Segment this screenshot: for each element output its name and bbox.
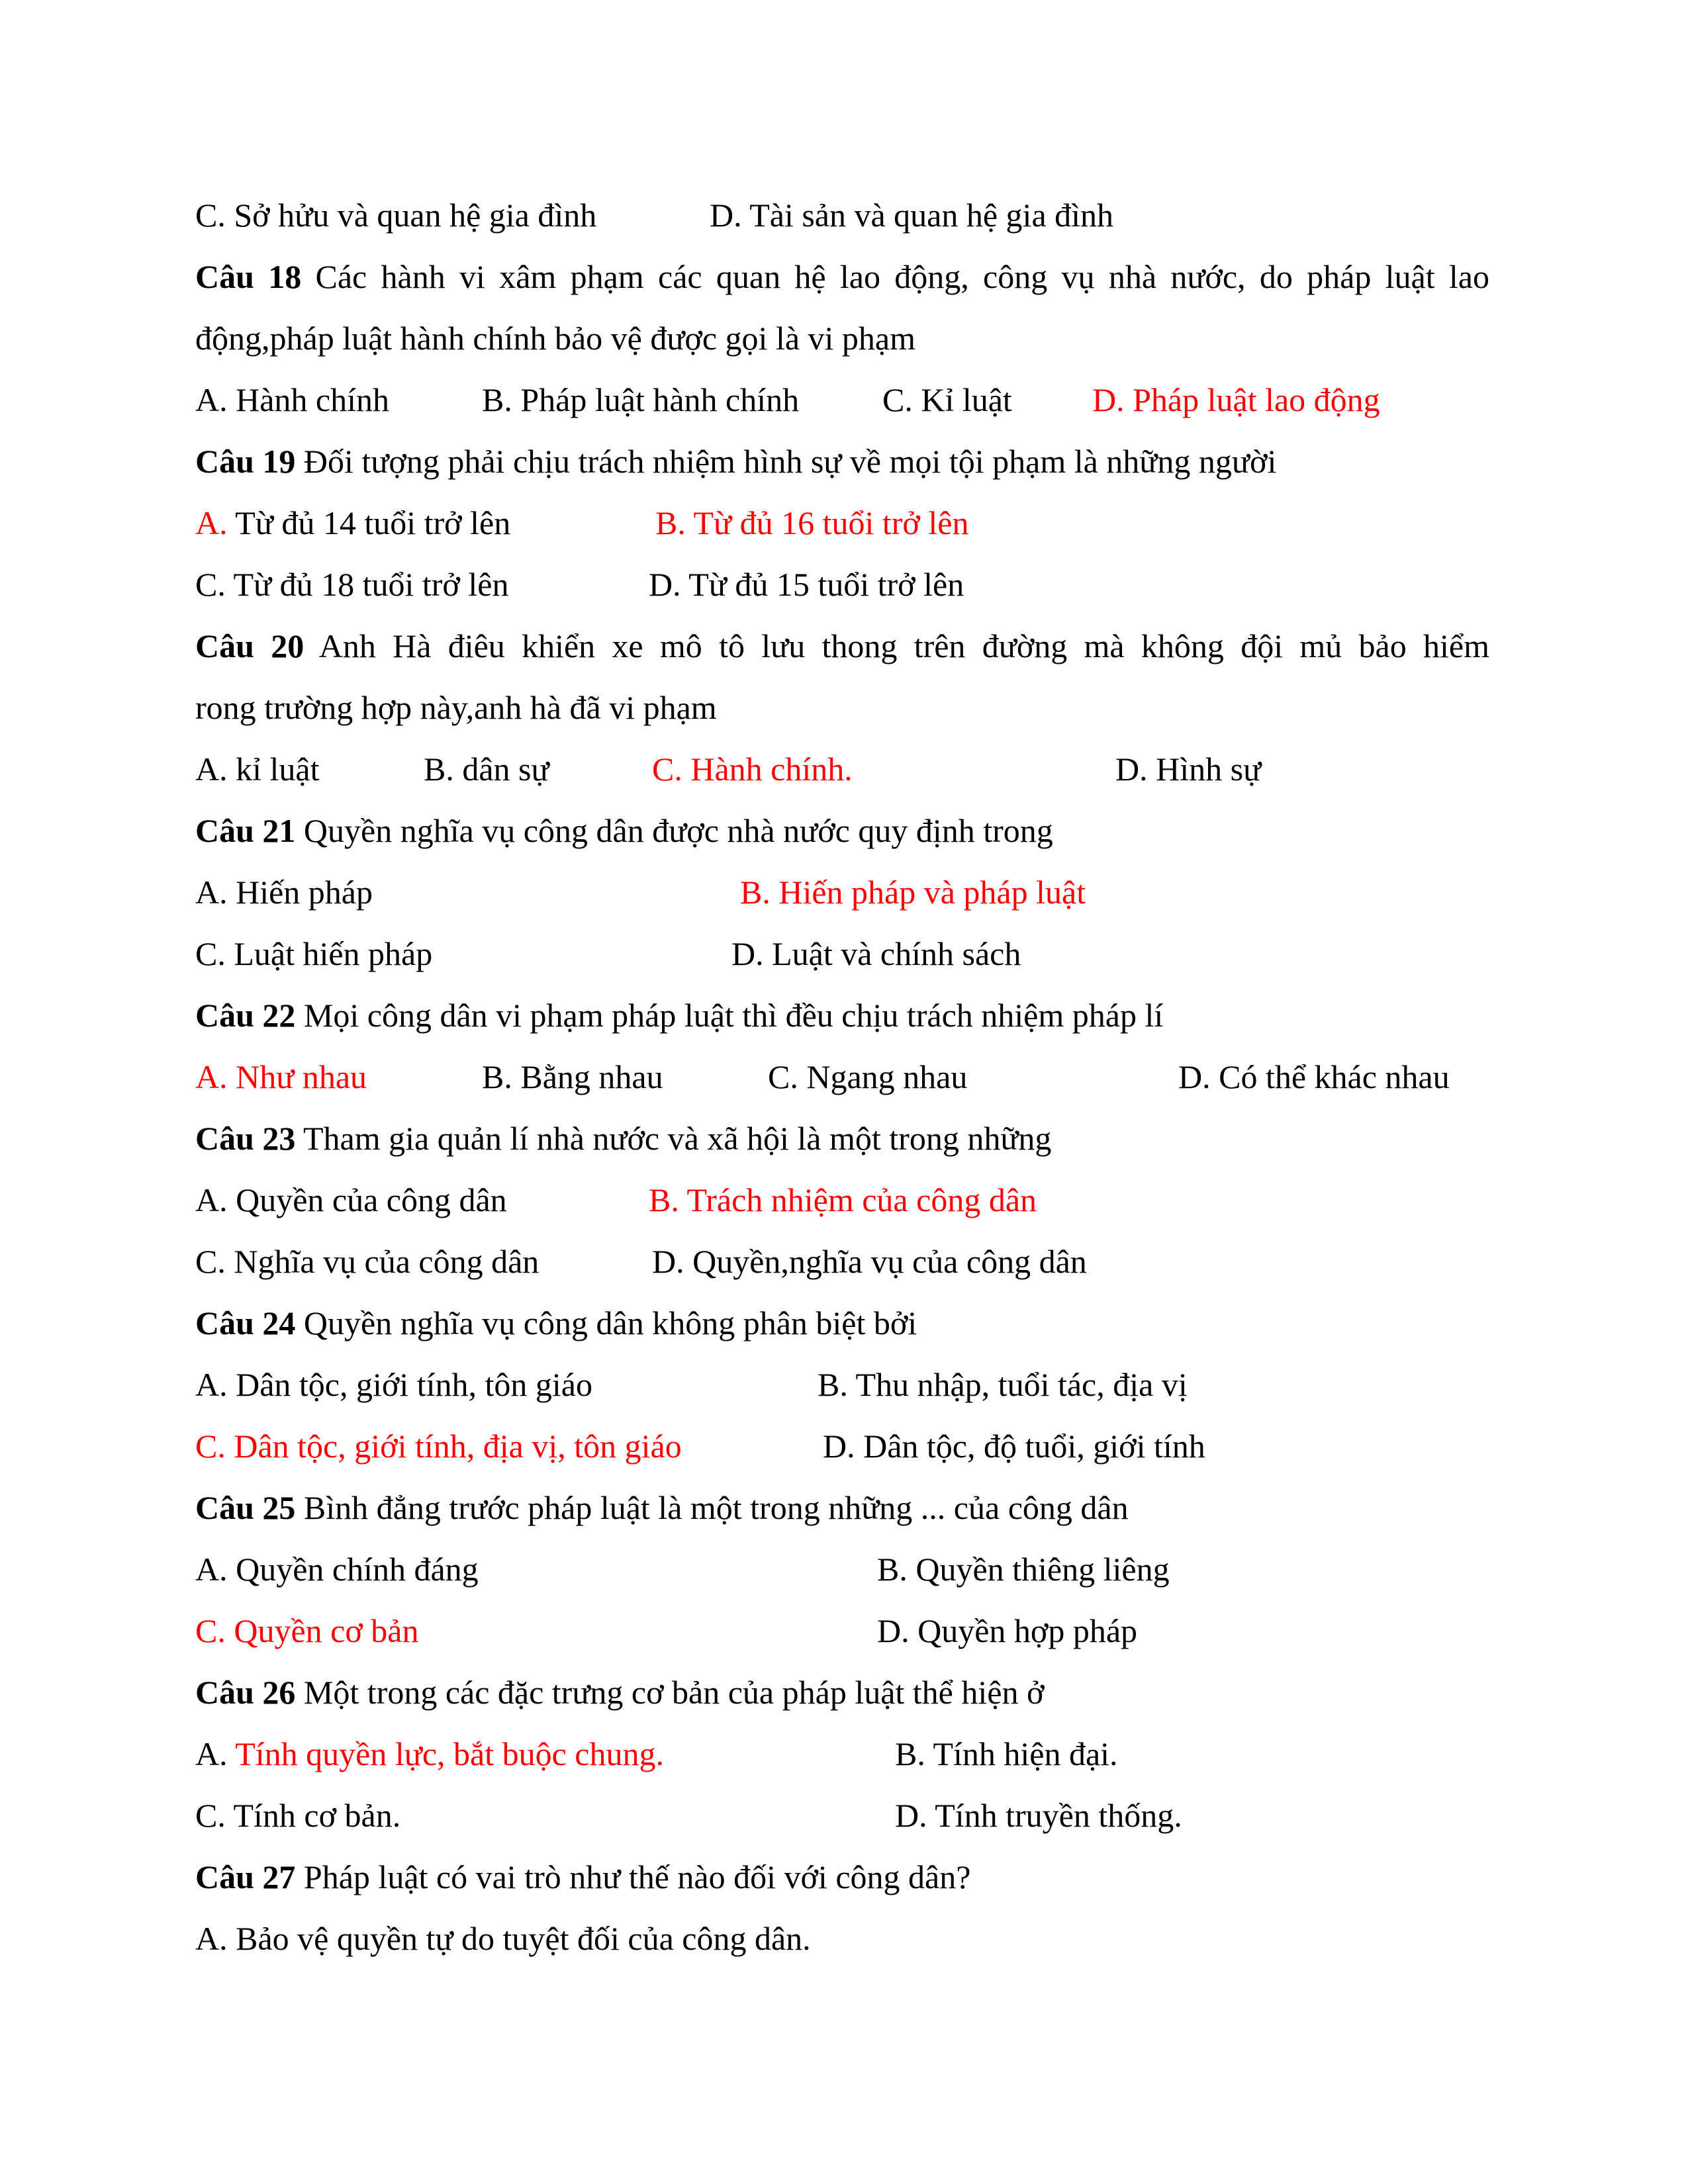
options-line bbox=[0, 1727, 1688, 1780]
option: A. Quyền chính đáng bbox=[195, 1551, 479, 1588]
question-line bbox=[0, 619, 1688, 672]
question-line bbox=[0, 435, 1688, 488]
option: B. Tính hiện đại. bbox=[895, 1735, 1118, 1772]
option: D. Từ đủ 15 tuổi trở lên bbox=[649, 566, 964, 603]
option: D. Tài sản và quan hệ gia đình bbox=[710, 197, 1114, 234]
question-line bbox=[0, 1297, 1688, 1349]
option: C. Ngang nhau bbox=[768, 1058, 968, 1095]
question-text bbox=[195, 1297, 917, 1349]
option: D. Tính truyền thống. bbox=[895, 1797, 1182, 1834]
question-stem: Các hành vi xâm phạm các quan hệ lao động, công vụ nhà nước, do pháp luật lao bbox=[301, 258, 1489, 295]
question-number: Câu 19 bbox=[195, 443, 296, 480]
options-line bbox=[0, 927, 1688, 980]
option: C. Từ đủ 18 tuổi trở lên bbox=[195, 566, 509, 603]
options-line bbox=[0, 373, 1688, 426]
question-line bbox=[0, 1850, 1688, 1903]
question-number: Câu 24 bbox=[195, 1304, 296, 1342]
options-line bbox=[0, 866, 1688, 919]
options-line bbox=[0, 1050, 1688, 1103]
question-stem: Mọi công dân vi phạm pháp luật thì đều chịu trách nhiệm pháp lí bbox=[295, 997, 1164, 1034]
question-line bbox=[0, 250, 1688, 303]
text-content: động,pháp luật hành chính bảo vệ được gọi là vi phạm bbox=[195, 320, 916, 357]
option: A. Hành chính bbox=[195, 381, 389, 418]
question-line bbox=[0, 1481, 1688, 1534]
option: D. Luật và chính sách bbox=[731, 935, 1021, 972]
question-text bbox=[195, 250, 1489, 303]
answer-option: C. Dân tộc, giới tính, địa vị, tôn giáo bbox=[195, 1428, 682, 1465]
text-line bbox=[0, 312, 1688, 365]
option: A. Hiến pháp bbox=[195, 874, 373, 911]
options-line bbox=[0, 1235, 1688, 1288]
option: B. Bằng nhau bbox=[482, 1058, 663, 1095]
question-number: Câu 26 bbox=[195, 1674, 296, 1711]
option-letter: A. bbox=[195, 1735, 236, 1772]
question-stem: Tham gia quản lí nhà nước và xã hội là một trong những bbox=[295, 1120, 1052, 1157]
option: C. Luật hiến pháp bbox=[195, 935, 433, 972]
question-number: Câu 23 bbox=[195, 1120, 296, 1157]
text-content: A. Bảo vệ quyền tự do tuyệt đối của công dân. bbox=[195, 1920, 811, 1957]
option bbox=[195, 496, 510, 549]
question-line bbox=[0, 989, 1688, 1042]
question-text bbox=[195, 619, 1489, 672]
question-stem: Quyền nghĩa vụ công dân không phân biệt bởi bbox=[295, 1304, 917, 1342]
option: B. Pháp luật hành chính bbox=[482, 381, 800, 418]
question-stem: Bình đẳng trước pháp luật là một trong những ... của công dân bbox=[295, 1489, 1129, 1526]
question-stem: Một trong các đặc trưng cơ bản của pháp luật thể hiện ở bbox=[295, 1674, 1045, 1711]
question-number: Câu 21 bbox=[195, 812, 296, 849]
question-line bbox=[0, 1112, 1688, 1165]
option: D. Quyền hợp pháp bbox=[877, 1612, 1138, 1649]
option: C. Nghĩa vụ của công dân bbox=[195, 1243, 539, 1280]
options-line bbox=[0, 189, 1688, 242]
question-number: Câu 27 bbox=[195, 1858, 296, 1895]
question-text bbox=[195, 1112, 1051, 1165]
option: C. Kỉ luật bbox=[882, 381, 1012, 418]
text-line bbox=[0, 1912, 1688, 1965]
question-number: Câu 25 bbox=[195, 1489, 296, 1526]
question-number: Câu 22 bbox=[195, 997, 296, 1034]
answer-option: B. Hiến pháp và pháp luật bbox=[740, 874, 1086, 911]
answer-option: B. Từ đủ 16 tuổi trở lên bbox=[655, 504, 969, 541]
options-line bbox=[0, 1358, 1688, 1411]
answer-option: B. Trách nhiệm của công dân bbox=[649, 1181, 1037, 1218]
option: A. kỉ luật bbox=[195, 751, 320, 788]
option: D. Có thể khác nhau bbox=[1178, 1058, 1450, 1095]
options-line bbox=[0, 1420, 1688, 1473]
question-text bbox=[195, 1481, 1129, 1534]
answer-option: C. Hành chính. bbox=[652, 751, 853, 788]
option: D. Quyền,nghĩa vụ của công dân bbox=[652, 1243, 1087, 1280]
question-text bbox=[195, 1666, 1044, 1719]
options-line bbox=[0, 1789, 1688, 1842]
option-text: Tính quyền lực, bắt buộc chung. bbox=[235, 1735, 664, 1772]
question-text bbox=[195, 989, 1163, 1042]
option: B. Thu nhập, tuổi tác, địa vị bbox=[818, 1366, 1188, 1403]
answer-option: D. Pháp luật lao động bbox=[1092, 381, 1380, 418]
option: C. Tính cơ bản. bbox=[195, 1797, 401, 1834]
question-text bbox=[195, 1850, 970, 1903]
question-number: Câu 20 bbox=[195, 627, 305, 664]
question-text bbox=[195, 804, 1053, 857]
question-stem: Đối tượng phải chịu trách nhiệm hình sự về mọi tội phạm là những người bbox=[295, 443, 1277, 480]
option: D. Hình sự bbox=[1115, 751, 1262, 788]
option: A. Quyền của công dân bbox=[195, 1181, 507, 1218]
options-line bbox=[0, 1173, 1688, 1226]
answer-option: A. Như nhau bbox=[195, 1058, 367, 1095]
question-stem: Quyền nghĩa vụ công dân được nhà nước quy định trong bbox=[295, 812, 1053, 849]
answer-option: C. Quyền cơ bản bbox=[195, 1612, 419, 1649]
options-line bbox=[0, 743, 1688, 796]
options-line bbox=[0, 1604, 1688, 1657]
option: B. dân sự bbox=[424, 751, 549, 788]
question-stem: Anh Hà điêu khiển xe mô tô lưu thong trên đường mà không đội mủ bảo hiểm bbox=[304, 627, 1489, 664]
options-line bbox=[0, 496, 1688, 549]
question-text bbox=[195, 435, 1276, 488]
option: D. Dân tộc, độ tuổi, giới tính bbox=[823, 1428, 1205, 1465]
question-line bbox=[0, 1666, 1688, 1719]
text-content: rong trường hợp này,anh hà đã vi phạm bbox=[195, 689, 717, 726]
option: C. Sở hửu và quan hệ gia đình bbox=[195, 197, 597, 234]
option-text: Từ đủ 14 tuổi trở lên bbox=[227, 504, 511, 541]
question-number: Câu 18 bbox=[195, 258, 302, 295]
options-line bbox=[0, 558, 1688, 611]
option: A. Dân tộc, giới tính, tôn giáo bbox=[195, 1366, 592, 1403]
option-letter: A. bbox=[195, 504, 228, 541]
options-line bbox=[0, 1543, 1688, 1596]
option: B. Quyền thiêng liêng bbox=[877, 1551, 1170, 1588]
option bbox=[195, 1727, 664, 1780]
question-line bbox=[0, 804, 1688, 857]
text-line bbox=[0, 681, 1688, 734]
question-stem: Pháp luật có vai trò như thế nào đối với công dân? bbox=[295, 1858, 971, 1895]
